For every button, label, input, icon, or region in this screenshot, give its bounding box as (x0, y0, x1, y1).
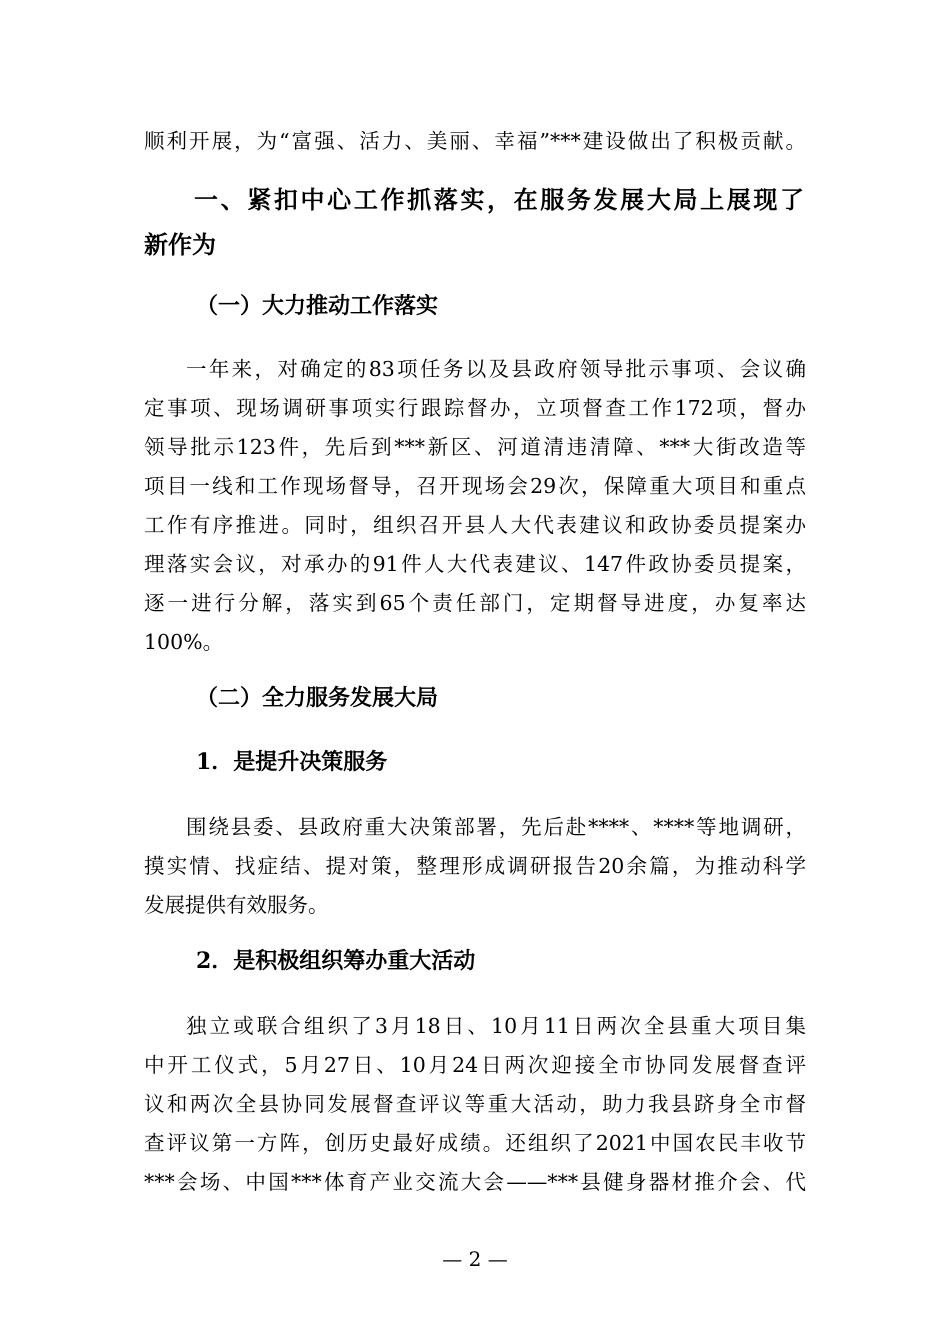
paragraph-line: 中开工仪式，5月27日、10月24日两次迎接全市协同发展督查评 (144, 1053, 806, 1077)
paragraph-line: 理落实会议，对承办的91件人大代表建议、147件政协委员提案， (144, 552, 806, 576)
paragraph-line: 议和两次全县协同发展督查评议等重大活动，助力我县跻身全市督 (144, 1092, 806, 1116)
paragraph-line: 查评议第一方阵，创历史最好成绩。还组织了2021中国农民丰收节 (144, 1131, 806, 1155)
paragraph-line: 项目一线和工作现场督导，召开现场会29次，保障重大项目和重点 (144, 474, 806, 498)
page-number: — 2 — (442, 1247, 508, 1271)
subsection-heading-2: （二）全力服务发展大局 (196, 685, 439, 711)
item-heading-2: 2．是积极组织筹办重大活动 (196, 948, 476, 974)
paragraph-line: 一年来，对确定的83项任务以及县政府领导批示事项、会议确 (186, 357, 806, 381)
paragraph-line: 定事项、现场调研事项实行跟踪督办，立项督查工作172项，督办 (144, 396, 806, 420)
paragraph-line: 工作有序推进。同时，组织召开县人大代表建议和政协委员提案办 (144, 513, 806, 537)
continuation-paragraph: 顺利开展，为“富强、活力、美丽、幸福”***建设做出了积极贡献。 (144, 129, 806, 153)
paragraph-line: 100%。 (144, 630, 224, 654)
subsection-heading-1: （一）大力推动工作落实 (196, 293, 439, 319)
paragraph-line: 发展提供有效服务。 (144, 893, 329, 917)
paragraph-line: 逐一进行分解，落实到65个责任部门，定期督导进度，办复率达 (144, 591, 806, 615)
paragraph-line: 围绕县委、县政府重大决策部署，先后赴****、****等地调研， (186, 815, 806, 839)
paragraph-line: 领导批示123件，先后到***新区、河道清违清障、***大街改造等 (144, 435, 806, 459)
paragraph-line: 摸实情、找症结、提对策，整理形成调研报告20余篇，为推动科学 (144, 854, 806, 878)
paragraph-line: ***会场、中国***体育产业交流大会——***县健身器材推介会、代 (144, 1170, 806, 1194)
section-heading-line-1: 一、紧扣中心工作抓落实，在服务发展大局上展现了 (194, 186, 804, 214)
item-heading-1: 1．是提升决策服务 (196, 749, 388, 775)
section-heading-line-2: 新作为 (144, 231, 216, 259)
paragraph-line: 独立或联合组织了3月18日、10月11日两次全县重大项目集 (186, 1014, 806, 1038)
